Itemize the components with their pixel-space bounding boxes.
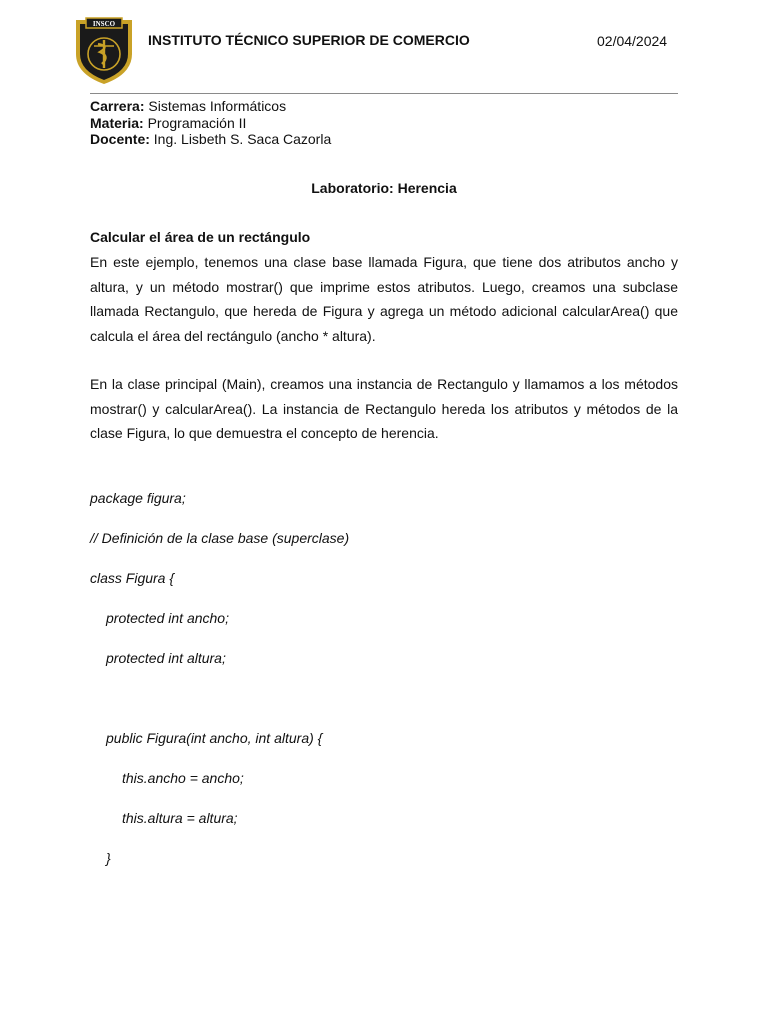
section-title: Calcular el área de un rectángulo: [90, 229, 311, 245]
carrera-label: Carrera:: [90, 98, 145, 114]
code-line-field-ancho: protected int ancho;: [106, 610, 229, 626]
carrera-value: Sistemas Informáticos: [148, 98, 287, 114]
code-line-field-altura: protected int altura;: [106, 650, 226, 666]
code-line-comment: // Definición de la clase base (superclase): [90, 530, 350, 546]
code-line-assign-ancho: this.ancho = ancho;: [122, 770, 244, 786]
logo-text: INSCO: [92, 20, 116, 28]
header-divider: [90, 93, 678, 94]
lab-title: Laboratorio: Herencia: [311, 180, 457, 196]
code-line-close-brace: }: [106, 850, 111, 866]
docente-label: Docente:: [90, 131, 150, 147]
course-info: [90, 98, 331, 148]
insco-logo: [72, 16, 136, 86]
docente-value: Ing. Lisbeth S. Saca Cazorla: [153, 131, 332, 147]
institution-name: INSTITUTO TÉCNICO SUPERIOR DE COMERCIO: [148, 32, 470, 48]
materia-value: Programación II: [147, 114, 247, 131]
materia-label: Materia:: [90, 114, 144, 131]
materia-row: [90, 115, 331, 132]
paragraph-intro: En este ejemplo, tenemos una clase base llamada Figura, que tiene dos atributos ancho y altura, y un método mostrar() que imprime estos atributos. Luego, creamos una subclase llamada Rectangulo, que hereda de Figura y agrega un método adicional calcularArea() que calcula el área del rectángulo (ancho * altura).: [90, 254, 678, 344]
docente-row: [90, 131, 331, 148]
document-date: 02/04/2024: [597, 33, 668, 49]
carrera-row: [90, 98, 331, 115]
code-line-assign-altura: this.altura = altura;: [122, 810, 238, 826]
paragraph-main: En la clase principal (Main), creamos una instancia de Rectangulo y llamamos a los métodos mostrar() y calcularArea(). La instancia de Rectangulo hereda los atributos y métodos de la clase Figura, lo que demuestra el concepto de herencia.: [90, 376, 678, 442]
code-line-package: package figura;: [90, 490, 186, 506]
code-line-class: class Figura {: [90, 570, 175, 586]
code-line-constructor: public Figura(int ancho, int altura) {: [106, 730, 323, 746]
